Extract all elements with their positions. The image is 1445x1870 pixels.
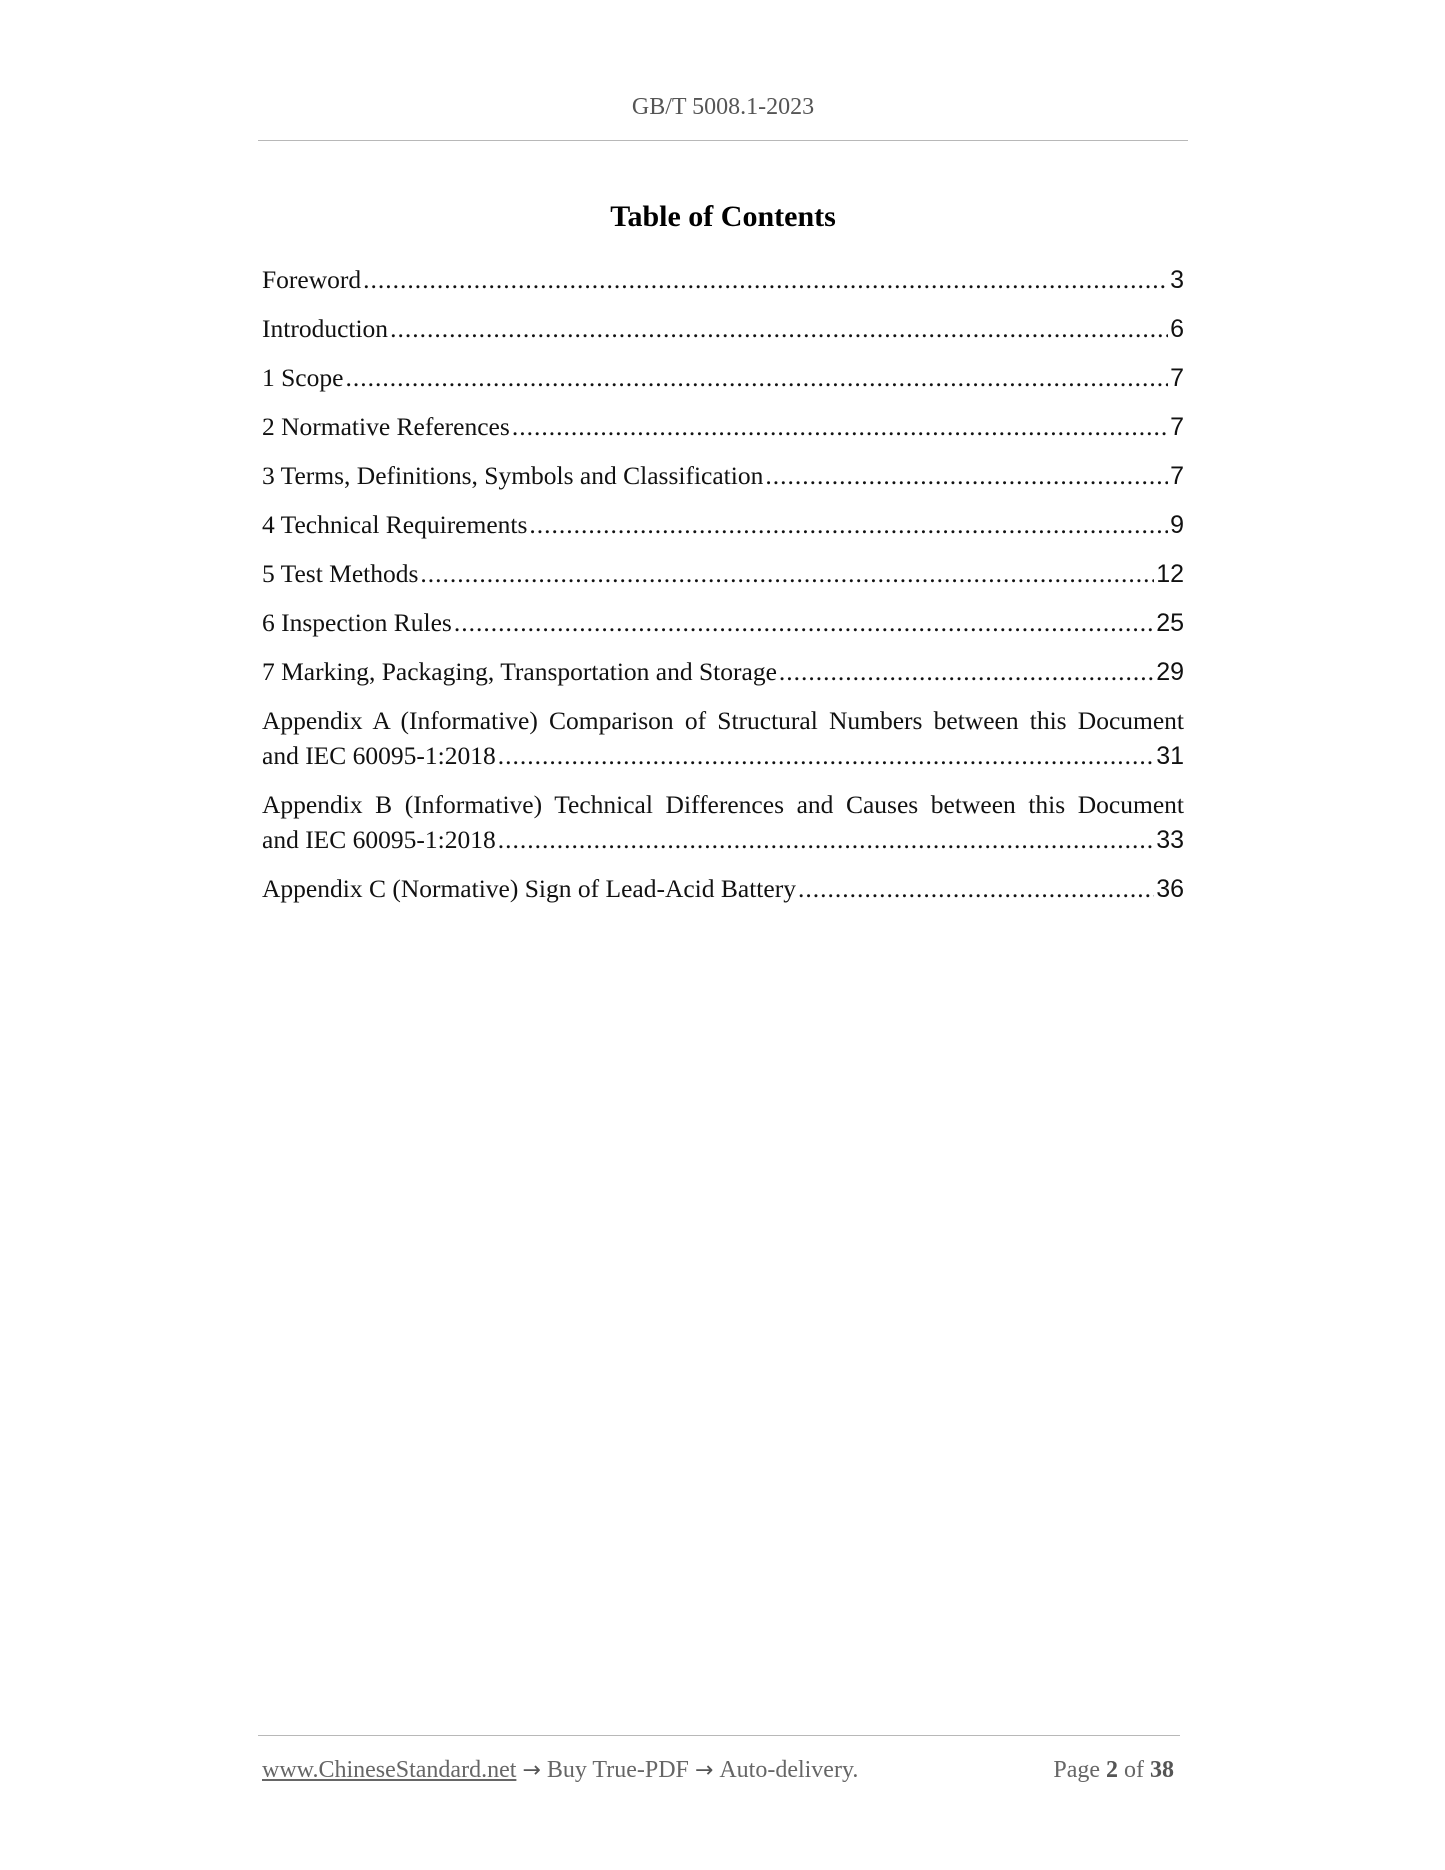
toc-entry-appendix-b[interactable] <box>262 787 1184 858</box>
page-indicator <box>1053 1753 1180 1787</box>
right-arrow-icon: → <box>522 1758 541 1783</box>
toc-entry-test-methods[interactable] <box>262 556 1184 592</box>
page-footer <box>262 1753 1180 1787</box>
toc-page-number: 29 <box>1156 658 1184 686</box>
footer-divider <box>258 1735 1180 1736</box>
toc-entry-label: 2 Normative References <box>262 412 510 441</box>
page-word: Page <box>1053 1757 1100 1783</box>
dot-leader <box>498 822 1154 857</box>
toc-entry-technical-requirements[interactable] <box>262 507 1184 543</box>
toc-page-number: 31 <box>1156 742 1184 770</box>
toc-entry-label: 1 Scope <box>262 363 344 392</box>
of-word: of <box>1124 1757 1144 1783</box>
dot-leader <box>779 654 1154 689</box>
toc-entry-scope[interactable] <box>262 360 1184 396</box>
toc-entry-label-line2: and IEC 60095-1:2018 <box>262 741 496 770</box>
dot-leader <box>498 738 1154 773</box>
toc-entry-terms-definitions[interactable] <box>262 458 1184 494</box>
toc-entry-label: Foreword <box>262 265 362 294</box>
toc-entry-label: 4 Technical Requirements <box>262 510 528 539</box>
dot-leader <box>390 311 1168 346</box>
dot-leader <box>765 458 1168 493</box>
toc-entry-label-line2: and IEC 60095-1:2018 <box>262 825 496 854</box>
toc-page-number: 7 <box>1170 364 1184 392</box>
dot-leader <box>798 871 1154 906</box>
toc-entry-label: 3 Terms, Definitions, Symbols and Classification <box>262 461 764 490</box>
dot-leader <box>420 556 1154 591</box>
toc-page-number: 7 <box>1170 462 1184 490</box>
dot-leader <box>512 409 1168 444</box>
toc-page-number: 3 <box>1170 266 1184 294</box>
toc-page-number: 7 <box>1170 413 1184 441</box>
current-page-number: 2 <box>1106 1757 1118 1783</box>
toc-page-number: 33 <box>1156 826 1184 854</box>
dot-leader <box>454 605 1154 640</box>
toc-entry-normative-references[interactable] <box>262 409 1184 445</box>
toc-entry-label: 5 Test Methods <box>262 559 419 588</box>
toc-entry-marking-packaging[interactable] <box>262 654 1184 690</box>
dot-leader <box>529 507 1168 542</box>
toc-entry-label: Introduction <box>262 314 389 343</box>
page-title: Table of Contents <box>610 200 836 233</box>
toc-entry-inspection-rules[interactable] <box>262 605 1184 641</box>
toc-page-number: 12 <box>1156 560 1184 588</box>
toc-entry-label-line1: Appendix B (Informative) Technical Differences and Causes between this Document <box>262 790 1184 819</box>
toc-entry-appendix-c[interactable] <box>262 871 1184 907</box>
dot-leader <box>345 360 1168 395</box>
table-of-contents <box>262 262 1184 920</box>
toc-entry-appendix-a[interactable] <box>262 703 1184 774</box>
toc-entry-label: 7 Marking, Packaging, Transportation and Storage <box>262 657 777 686</box>
dot-leader <box>363 262 1168 297</box>
toc-entry-label-line1: Appendix A (Informative) Comparison of Structural Numbers between this Document <box>262 706 1184 735</box>
toc-page-number: 25 <box>1156 609 1184 637</box>
header-divider <box>258 140 1188 141</box>
page-header-doc-id: GB/T 5008.1-2023 <box>631 94 815 120</box>
toc-page-number: 36 <box>1156 875 1184 903</box>
toc-page-number: 6 <box>1170 315 1184 343</box>
buy-text: Buy True-PDF <box>546 1757 689 1783</box>
website-link[interactable]: www.ChineseStandard.net <box>262 1757 517 1783</box>
delivery-text: Auto-delivery. <box>719 1757 859 1783</box>
toc-entry-foreword[interactable] <box>262 262 1184 298</box>
toc-entry-label: 6 Inspection Rules <box>262 608 452 637</box>
total-pages: 38 <box>1150 1757 1174 1783</box>
toc-entry-label: Appendix C (Normative) Sign of Lead-Acid Battery <box>262 874 796 903</box>
right-arrow-icon: → <box>694 1758 714 1783</box>
toc-entry-introduction[interactable] <box>262 311 1184 347</box>
footer-promo <box>262 1753 858 1788</box>
toc-page-number: 9 <box>1170 511 1184 539</box>
